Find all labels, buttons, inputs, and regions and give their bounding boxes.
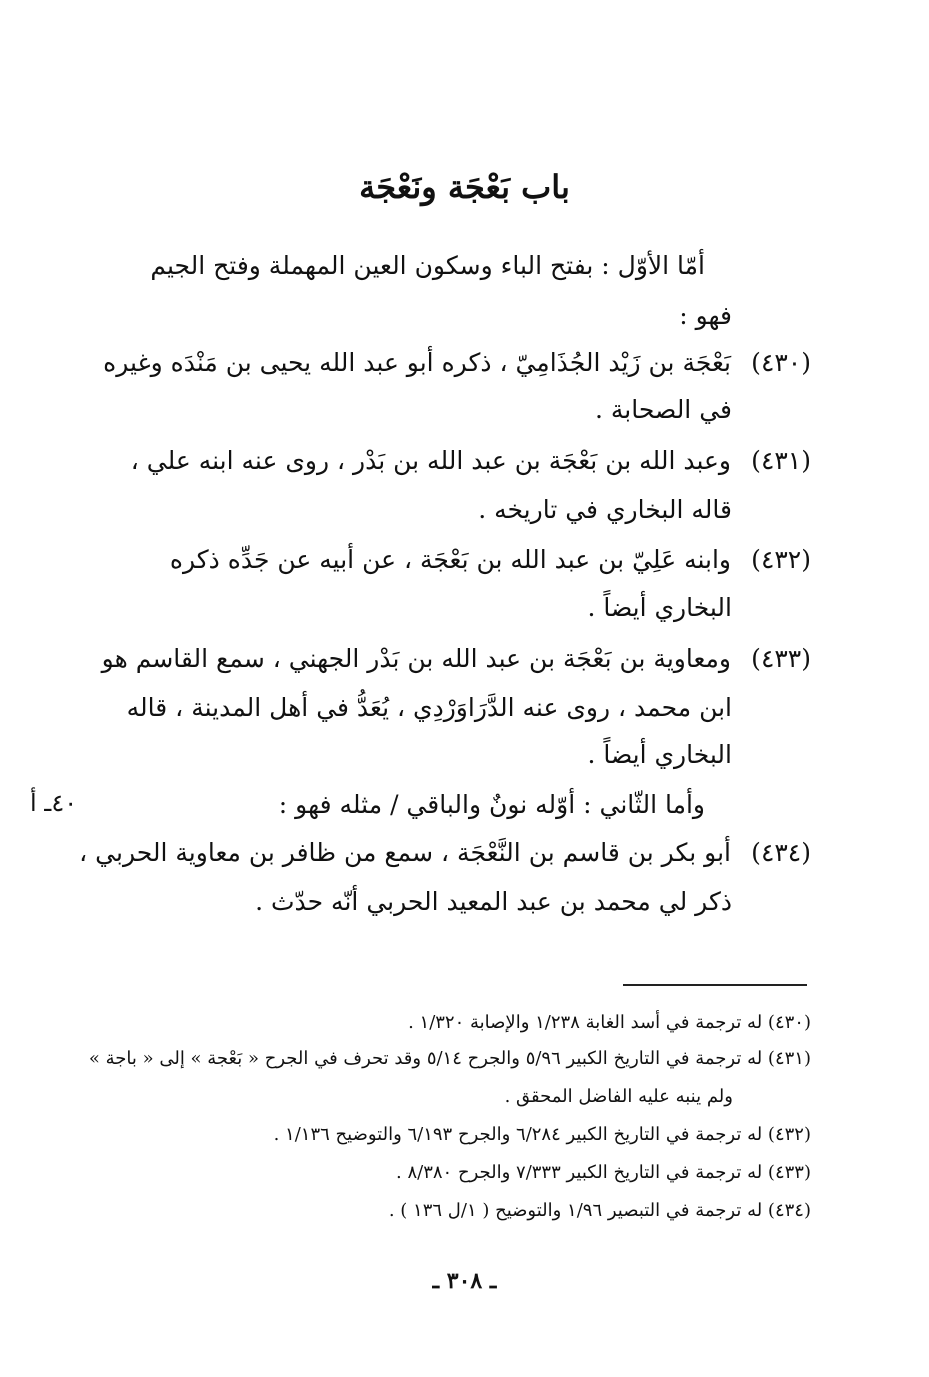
entry-433 bbox=[101, 639, 811, 679]
entry-430 bbox=[103, 343, 811, 383]
entry-number: (٤٣٢) bbox=[751, 545, 811, 574]
entry-434 bbox=[79, 833, 811, 873]
entry-434-cont: ذكر لي محمد بن عبد المعيد الحربي أنّه حدّث . bbox=[255, 887, 732, 916]
entry-text: ومعاوية بن بَعْجَة بن عبد الله بن بَدْر الجهني ، سمع القاسم هو bbox=[101, 644, 731, 673]
footnote-431: (٤٣١) له ترجمة في التاريخ الكبير ٥/٩٦ والجرح ٥/١٤ وقد تحرف في الجرح « بَعْجة » إلى « باجة » bbox=[88, 1048, 811, 1069]
entry-text: وعبد الله بن بَعْجَة بن عبد الله بن بَدْر ، روى عنه ابنه علي ، bbox=[130, 446, 731, 475]
entry-432-cont: البخاري أيضاً . bbox=[587, 593, 732, 622]
entry-number: (٤٣٣) bbox=[751, 644, 811, 673]
entry-number: (٤٣١) bbox=[751, 446, 811, 475]
footnote-432: (٤٣٢) له ترجمة في التاريخ الكبير ٦/٢٨٤ والجرح ٦/١٩٣ والتوضيح ١/١٣٦ . bbox=[273, 1124, 811, 1145]
intro-line-2: فهو : bbox=[679, 301, 732, 330]
entry-430-cont: في الصحابة . bbox=[595, 395, 732, 424]
entry-text: وابنه عَلِيّ بن عبد الله بن بَعْجَة ، عن أبيه عن جَدِّه ذكره bbox=[169, 545, 731, 574]
margin-folio-note: ٤٠ـ أ bbox=[30, 789, 78, 817]
entry-431-cont: قاله البخاري في تاريخه . bbox=[478, 495, 732, 524]
entry-431 bbox=[111, 441, 811, 481]
footnote-divider bbox=[623, 984, 807, 986]
entry-number: (٤٣٠) bbox=[751, 348, 811, 377]
entry-433-cont-1: ابن محمد ، روى عنه الدَّرَاوَرْدِي ، يُعَدُّ في أهل المدينة ، قاله bbox=[126, 693, 732, 722]
footnote-433: (٤٣٣) له ترجمة في التاريخ الكبير ٧/٣٣٣ والجرح ٨/٣٨٠ . bbox=[396, 1162, 811, 1183]
chapter-title: باب بَعْجَة ونَعْجَة bbox=[359, 168, 570, 206]
second-intro: وأما الثّاني : أوّله نونٌ والباقي / مثله فهو : bbox=[278, 790, 705, 819]
entry-number: (٤٣٤) bbox=[751, 838, 811, 867]
footnote-430: (٤٣٠) له ترجمة في أسد الغابة ١/٢٣٨ والإصابة ١/٣٢٠ . bbox=[408, 1012, 811, 1033]
entry-433-cont-2: البخاري أيضاً . bbox=[587, 740, 732, 769]
entry-text: بَعْجَة بن زَيْد الجُذَامِيّ ، ذكره أبو عبد الله يحيى بن مَنْدَه وغيره bbox=[103, 348, 731, 377]
entry-text: أبو بكر بن قاسم بن النَّعْجَة ، سمع من ظافر بن معاوية الحربي ، bbox=[79, 838, 731, 867]
footnote-431-cont: ولم ينبه عليه الفاضل المحقق . bbox=[504, 1086, 733, 1107]
intro-line-1: أمّا الأوّل : بفتح الباء وسكون العين المهملة وفتح الجيم bbox=[150, 251, 705, 280]
entry-432 bbox=[111, 540, 811, 580]
footnote-434: (٤٣٤) له ترجمة في التبصير ١/٩٦ والتوضيح ( ١/ل ١٣٦ ) . bbox=[388, 1200, 811, 1221]
page-number: ـ ٣٠٨ ـ bbox=[432, 1268, 497, 1294]
